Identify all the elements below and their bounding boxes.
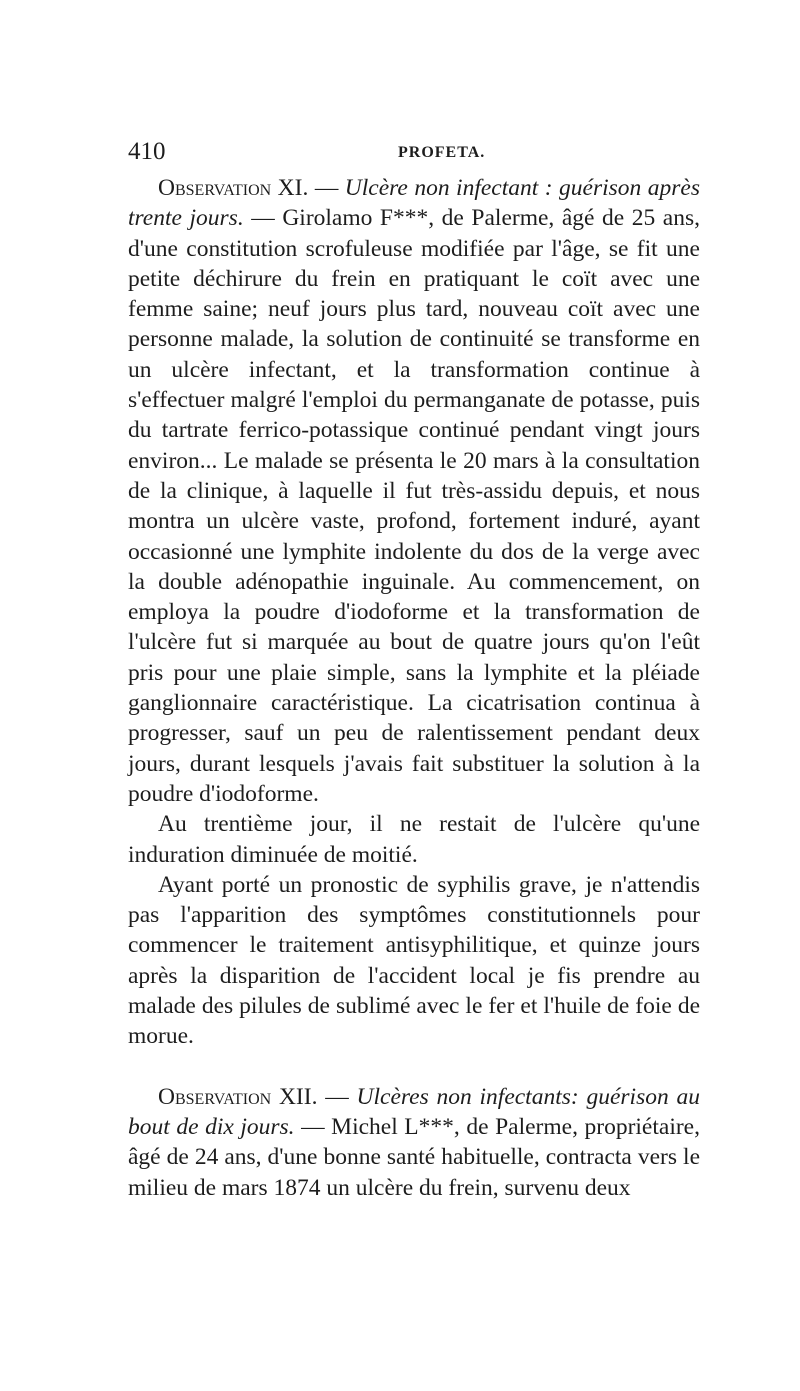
observation-12-dash: — (317, 1083, 357, 1110)
observation-12-title: Ulcères non infectants: guérison au bout de dix jours. (128, 1083, 701, 1140)
observation-11-title: Ulcère non infectant : guérison après trente jours. (128, 175, 700, 232)
observation-11-heading: Observation XI. (158, 175, 309, 201)
observation-12-paragraph (128, 1082, 700, 1203)
observation-12-text: — Michel L***, de Palerme, propriétaire, âgé de 24 ans, d'une bonne santé habituelle, contracta vers le milieu de mars 1874 un ulcère du frein, survenu deux (128, 1113, 700, 1201)
observation-11-paragraph-3: Ayant porté un pronostic de syphilis grave, je n'attendis pas l'apparition des symptômes constitutionnels pour commencer le traitement antisyphilitique, et quinze jours après la disparition de l'accident local je fis prendre au malade des pilules de sublimé avec le fer et l'huile de foie de morue. (128, 871, 700, 1050)
observation-11-paragraph-2: Au trentième jour, il ne restait de l'ulcère qu'une induration diminuée de moitié. (128, 811, 700, 868)
observation-11-dash: — (308, 175, 345, 201)
page-body (128, 173, 700, 1203)
observation-12-heading: Observation XII. (158, 1083, 318, 1110)
paragraph-spacer (128, 1052, 700, 1082)
page-number: 410 (128, 138, 166, 165)
observation-11-paragraph (128, 173, 700, 809)
page-header (128, 138, 700, 168)
observation-11-text: — Girolamo F***, de Palerme, âgé de 25 ans, d'une constitution scrofuleuse modifiée par l'âge, se fit une petite déchirure du frein en pratiquant le coït avec une femme saine; neuf jours plus tard, nouveau coït avec une personne malade, la solution de continuité se transforme en un ulcère infectant, et la transformation continue à s'effectuer malgré l'emploi du permanganate de potasse, puis du tartrate ferrico-potassique continué pendant vingt jours environ... Le malade se présenta le 20 mars à la consultation de la clinique, à laquelle il fut très-assidu depuis, et nous montra un ulcère vaste, profond, fortement induré, ayant occasionné une lymphite indolente du dos de la verge avec la double adénopathie inguinale. Au commencement, on employa la poudre d'iodoforme et la transformation de l'ulcère fut si marquée au bout de quatre jours qu'on l'eût pris pour une plaie simple, sans la lymphite et la pléiade ganglionnaire caractéristique. La cicatrisation continua à progresser, sauf un peu de ralentissement pendant deux jours, durant lesquels j'avais fait substituer la solution à la poudre d'iodoforme. (128, 205, 700, 807)
running-title: PROFETA. (398, 144, 486, 161)
